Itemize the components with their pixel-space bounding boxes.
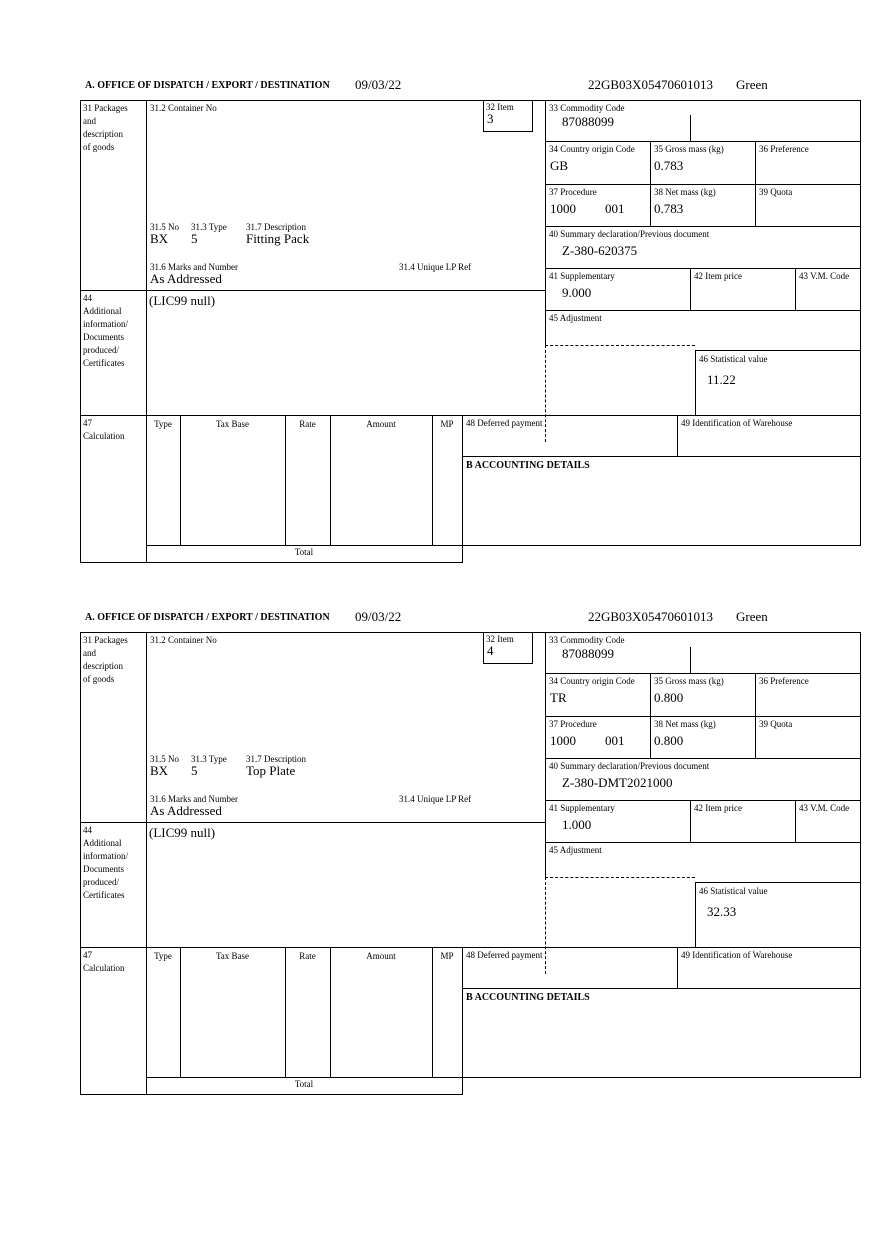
grid-line <box>285 415 286 545</box>
grid-line <box>483 663 533 664</box>
goods-description-value: Fitting Pack <box>246 231 310 246</box>
grid-line <box>462 456 860 457</box>
grid-line <box>795 268 796 310</box>
grid-line <box>545 800 860 801</box>
procedure-code-value: 001 <box>605 201 625 216</box>
box31-label-line: and <box>83 648 96 658</box>
grid-line <box>695 350 860 351</box>
box44-label-line: Additional <box>83 838 122 848</box>
grid-line <box>545 673 860 674</box>
box44-label-line: produced/ <box>83 877 119 887</box>
marks-and-number-label: 31.6 Marks and Number <box>150 262 238 272</box>
vm-code-label: 43 V.M. Code <box>799 271 850 281</box>
statistical-value-label: 46 Statistical value <box>699 354 768 364</box>
office-of-dispatch-header: A. OFFICE OF DISPATCH / EXPORT / DESTINATION <box>85 612 330 623</box>
country-origin-value: TR <box>550 690 567 705</box>
grid-line <box>545 100 546 345</box>
package-no-value: BX <box>150 231 169 246</box>
box47-number: 47 <box>83 418 92 428</box>
additional-info-value: (LIC99 null) <box>149 293 216 308</box>
item-number-label: 32 Item <box>486 634 514 644</box>
dashed-grid-line <box>545 345 695 346</box>
supplementary-label: 41 Supplementary <box>549 271 615 281</box>
grid-line <box>545 716 860 717</box>
quota-label: 39 Quota <box>759 187 793 197</box>
calc-col-rate: Rate <box>299 951 316 961</box>
grid-line <box>545 758 860 759</box>
net-mass-label: 38 Net mass (kg) <box>654 719 716 729</box>
box44-label-line: produced/ <box>83 345 119 355</box>
item-number-value: 3 <box>487 111 494 126</box>
grid-line <box>462 988 860 989</box>
declaration-date: 09/03/22 <box>355 77 402 92</box>
marks-value: As Addressed <box>150 803 222 818</box>
box31-label-line: of goods <box>83 674 115 684</box>
item-number-value: 4 <box>487 643 494 658</box>
box44-label-line: Certificates <box>83 890 125 900</box>
grid-line <box>545 184 860 185</box>
country-origin-label: 34 Country origin Code <box>549 144 635 154</box>
grid-line <box>650 141 651 226</box>
grid-line <box>483 100 484 131</box>
grid-line <box>545 632 546 877</box>
grid-line <box>532 632 533 663</box>
declaration-item-section <box>0 602 882 1134</box>
container-no-label: 31.2 Container No <box>150 103 217 113</box>
grid-line <box>432 947 433 1077</box>
grid-line <box>690 800 691 842</box>
grid-line <box>180 415 181 545</box>
grid-line <box>80 632 861 633</box>
grid-line <box>146 632 147 1094</box>
grid-line <box>545 141 860 142</box>
routing-status: Green <box>736 609 768 624</box>
grid-line <box>690 647 691 673</box>
grid-line <box>80 632 81 1094</box>
adjustment-label: 45 Adjustment <box>549 845 602 855</box>
calc-col-mp: MP <box>440 419 454 429</box>
item-price-label: 42 Item price <box>694 271 742 281</box>
gross-mass-label: 35 Gross mass (kg) <box>654 144 724 154</box>
dashed-grid-line <box>545 345 546 442</box>
warehouse-id-label: 49 Identification of Warehouse <box>681 950 793 960</box>
previous-document-label: 40 Summary declaration/Previous document <box>549 229 710 239</box>
package-no-label: 31.5 No <box>150 754 179 764</box>
procedure-label: 37 Procedure <box>549 187 597 197</box>
box31-label-line: description <box>83 661 123 671</box>
package-no-value: BX <box>150 763 169 778</box>
grid-line <box>755 673 756 758</box>
grid-line <box>690 115 691 141</box>
preference-label: 36 Preference <box>759 676 809 686</box>
supplementary-value: 1.000 <box>562 817 592 832</box>
gross-mass-value: 0.783 <box>654 158 684 173</box>
statistical-value: 11.22 <box>707 372 736 387</box>
grid-line <box>695 350 696 415</box>
movement-reference-number: 22GB03X05470601013 <box>588 609 713 624</box>
unique-lp-ref-label: 31.4 Unique LP Ref <box>399 262 472 272</box>
previous-document-label: 40 Summary declaration/Previous document <box>549 761 710 771</box>
grid-line <box>80 562 463 563</box>
vm-code-label: 43 V.M. Code <box>799 803 850 813</box>
grid-line <box>690 268 691 310</box>
supplementary-label: 41 Supplementary <box>549 803 615 813</box>
grid-line <box>695 882 860 883</box>
grid-line <box>330 947 331 1077</box>
grid-line <box>146 100 147 562</box>
description-label: 31.7 Description <box>246 222 306 232</box>
previous-document-value: Z-380-620375 <box>562 243 638 258</box>
grid-line <box>462 415 463 562</box>
deferred-payment-label: 48 Deferred payment <box>466 950 543 960</box>
grid-line <box>483 632 484 663</box>
box47-number: 47 <box>83 950 92 960</box>
grid-line <box>545 226 860 227</box>
box44-label-line: Documents <box>83 864 124 874</box>
box44-label-line: Additional <box>83 306 122 316</box>
routing-status: Green <box>736 77 768 92</box>
grid-line <box>860 632 861 1077</box>
box31-label-line: of goods <box>83 142 115 152</box>
additional-info-value: (LIC99 null) <box>149 825 216 840</box>
net-mass-value: 0.783 <box>654 201 684 216</box>
grid-line <box>180 947 181 1077</box>
net-mass-label: 38 Net mass (kg) <box>654 187 716 197</box>
warehouse-id-label: 49 Identification of Warehouse <box>681 418 793 428</box>
grid-line <box>545 268 860 269</box>
box31-label-line: description <box>83 129 123 139</box>
goods-description-value: Top Plate <box>246 763 296 778</box>
box44-label-line: Certificates <box>83 358 125 368</box>
country-origin-value: GB <box>550 158 569 173</box>
declaration-date: 09/03/22 <box>355 609 402 624</box>
box31-label-line: 31 Packages <box>83 635 128 645</box>
calc-col-type: Type <box>154 951 172 961</box>
country-origin-label: 34 Country origin Code <box>549 676 635 686</box>
grid-line <box>80 415 861 416</box>
grid-line <box>80 1094 463 1095</box>
calc-col-tax-base: Tax Base <box>215 419 250 429</box>
calc-col-amount: Amount <box>366 951 396 961</box>
package-type-value: 5 <box>191 763 198 778</box>
package-no-label: 31.5 No <box>150 222 179 232</box>
box47-label: Calculation <box>83 963 125 973</box>
marks-and-number-label: 31.6 Marks and Number <box>150 794 238 804</box>
calc-col-type: Type <box>154 419 172 429</box>
accounting-details-label: B ACCOUNTING DETAILS <box>466 460 590 471</box>
commodity-code-value: 87088099 <box>562 114 614 129</box>
grid-line <box>80 100 861 101</box>
deferred-payment-label: 48 Deferred payment <box>466 418 543 428</box>
grid-line <box>545 842 860 843</box>
grid-line <box>462 947 463 1094</box>
package-type-label: 31.3 Type <box>191 754 227 764</box>
grid-line <box>695 882 696 947</box>
calc-col-mp: MP <box>440 951 454 961</box>
gross-mass-value: 0.800 <box>654 690 684 705</box>
item-price-label: 42 Item price <box>694 803 742 813</box>
box44-label-line: 44 <box>83 825 92 835</box>
grid-line <box>146 1077 861 1078</box>
grid-line <box>545 310 860 311</box>
office-of-dispatch-header: A. OFFICE OF DISPATCH / EXPORT / DESTINATION <box>85 80 330 91</box>
unique-lp-ref-label: 31.4 Unique LP Ref <box>399 794 472 804</box>
grid-line <box>483 131 533 132</box>
net-mass-value: 0.800 <box>654 733 684 748</box>
grid-line <box>432 415 433 545</box>
movement-reference-number: 22GB03X05470601013 <box>588 77 713 92</box>
grid-line <box>677 415 678 456</box>
adjustment-label: 45 Adjustment <box>549 313 602 323</box>
box31-label-line: 31 Packages <box>83 103 128 113</box>
procedure-value: 1000 <box>550 201 576 216</box>
grid-line <box>146 545 861 546</box>
commodity-code-value: 87088099 <box>562 646 614 661</box>
grid-line <box>677 947 678 988</box>
grid-line <box>80 947 861 948</box>
dashed-grid-line <box>545 877 695 878</box>
calc-col-amount: Amount <box>366 419 396 429</box>
grid-line <box>330 415 331 545</box>
grid-line <box>795 800 796 842</box>
grid-line <box>532 100 533 131</box>
declaration-item-section <box>0 70 882 602</box>
accounting-details-label: B ACCOUNTING DETAILS <box>466 992 590 1003</box>
grid-line <box>80 822 545 823</box>
procedure-value: 1000 <box>550 733 576 748</box>
dashed-grid-line <box>545 877 546 974</box>
box44-label-line: 44 <box>83 293 92 303</box>
grid-line <box>650 673 651 758</box>
quota-label: 39 Quota <box>759 719 793 729</box>
supplementary-value: 9.000 <box>562 285 592 300</box>
previous-document-value: Z-380-DMT2021000 <box>562 775 673 790</box>
box44-label-line: Documents <box>83 332 124 342</box>
gross-mass-label: 35 Gross mass (kg) <box>654 676 724 686</box>
description-label: 31.7 Description <box>246 754 306 764</box>
grid-line <box>80 100 81 562</box>
calc-total-label: Total <box>294 1079 314 1089</box>
commodity-code-label: 33 Commodity Code <box>549 103 625 113</box>
package-type-label: 31.3 Type <box>191 222 227 232</box>
grid-line <box>285 947 286 1077</box>
grid-line <box>755 141 756 226</box>
procedure-code-value: 001 <box>605 733 625 748</box>
package-type-value: 5 <box>191 231 198 246</box>
box31-label-line: and <box>83 116 96 126</box>
box47-label: Calculation <box>83 431 125 441</box>
calc-col-rate: Rate <box>299 419 316 429</box>
calc-total-label: Total <box>294 547 314 557</box>
box44-label-line: information/ <box>83 851 128 861</box>
box44-label-line: information/ <box>83 319 128 329</box>
calc-col-tax-base: Tax Base <box>215 951 250 961</box>
commodity-code-label: 33 Commodity Code <box>549 635 625 645</box>
grid-line <box>80 290 545 291</box>
statistical-value-label: 46 Statistical value <box>699 886 768 896</box>
procedure-label: 37 Procedure <box>549 719 597 729</box>
statistical-value: 32.33 <box>707 904 737 919</box>
item-number-label: 32 Item <box>486 102 514 112</box>
grid-line <box>860 100 861 545</box>
container-no-label: 31.2 Container No <box>150 635 217 645</box>
marks-value: As Addressed <box>150 271 222 286</box>
preference-label: 36 Preference <box>759 144 809 154</box>
